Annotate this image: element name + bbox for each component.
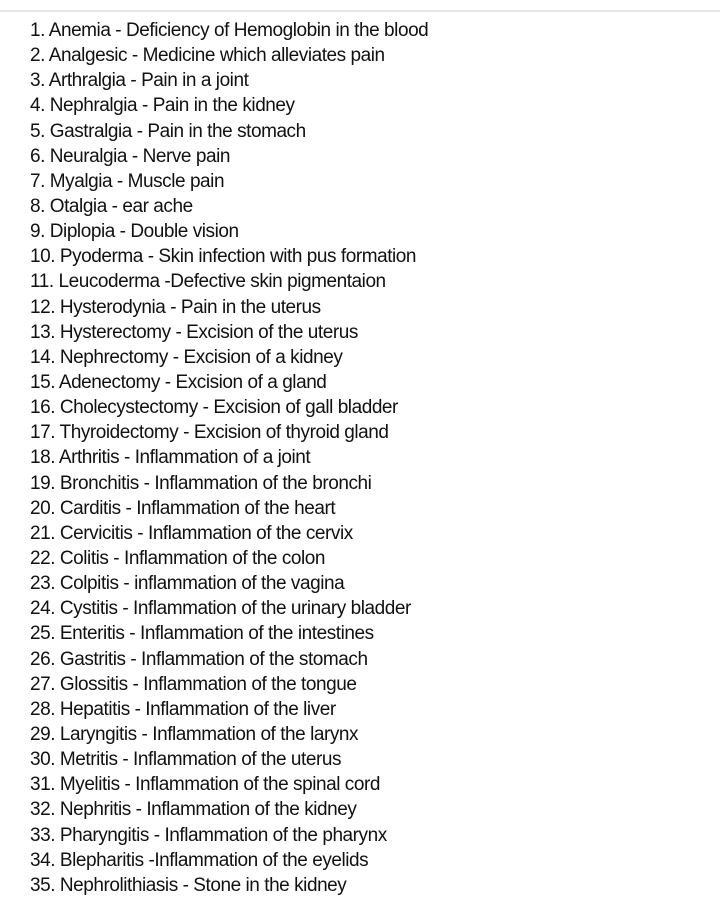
term-item: 15. Adenectomy - Excision of a gland — [30, 371, 327, 393]
term-item: 27. Glossitis - Inflammation of the tongue — [30, 673, 357, 695]
term-item: 33. Pharyngitis - Inflammation of the pharynx — [30, 824, 387, 846]
term-item: 12. Hysterodynia - Pain in the uterus — [30, 296, 321, 318]
medical-terms-list — [30, 18, 428, 898]
term-item: 2. Analgesic - Medicine which alleviates pain — [30, 45, 385, 67]
term-item: 20. Carditis - Inflammation of the heart — [30, 497, 336, 519]
term-item: 19. Bronchitis - Inflammation of the bronchi — [30, 472, 372, 494]
term-item: 8. Otalgia - ear ache — [30, 195, 193, 217]
term-item: 3. Arthralgia - Pain in a joint — [30, 70, 249, 92]
term-item: 24. Cystitis - Inflammation of the urinary bladder — [30, 598, 411, 620]
term-item: 9. Diplopia - Double vision — [30, 221, 239, 243]
term-item: 10. Pyoderma - Skin infection with pus formation — [30, 246, 417, 268]
term-item: 16. Cholecystectomy - Excision of gall bladder — [30, 397, 398, 419]
term-item: 14. Nephrectomy - Excision of a kidney — [30, 346, 343, 368]
term-item: 7. Myalgia - Muscle pain — [30, 170, 225, 192]
term-item: 29. Laryngitis - Inflammation of the larynx — [30, 723, 359, 745]
term-item: 6. Neuralgia - Nerve pain — [30, 145, 230, 167]
term-item: 28. Hepatitis - Inflammation of the liver — [30, 698, 336, 720]
term-item: 25. Enteritis - Inflammation of the intestines — [30, 623, 374, 645]
term-item: 31. Myelitis - Inflammation of the spinal cord — [30, 774, 380, 796]
term-item: 32. Nephritis - Inflammation of the kidney — [30, 799, 357, 821]
term-item: 11. Leucoderma -Defective skin pigmentaion — [30, 271, 386, 293]
term-item: 21. Cervicitis - Inflammation of the cervix — [30, 522, 353, 544]
term-item: 18. Arthritis - Inflammation of a joint — [30, 447, 311, 469]
term-item: 30. Metritis - Inflammation of the uterus — [30, 749, 342, 771]
term-item: 22. Colitis - Inflammation of the colon — [30, 547, 326, 569]
term-item: 35. Nephrolithiasis - Stone in the kidney — [30, 874, 347, 896]
term-item: 5. Gastralgia - Pain in the stomach — [30, 120, 306, 142]
term-item: 23. Colpitis - inflammation of the vagina — [30, 573, 345, 595]
term-item: 17. Thyroidectomy - Excision of thyroid gland — [30, 422, 389, 444]
term-item: 1. Anemia - Deficiency of Hemoglobin in the blood — [30, 20, 429, 41]
term-item: 13. Hysterectomy - Excision of the uterus — [30, 321, 358, 343]
term-item: 34. Blepharitis -Inflammation of the eyelids — [30, 849, 369, 871]
top-divider — [0, 10, 720, 12]
term-item: 4. Nephralgia - Pain in the kidney — [30, 95, 295, 117]
term-item: 26. Gastritis - Inflammation of the stomach — [30, 648, 368, 670]
